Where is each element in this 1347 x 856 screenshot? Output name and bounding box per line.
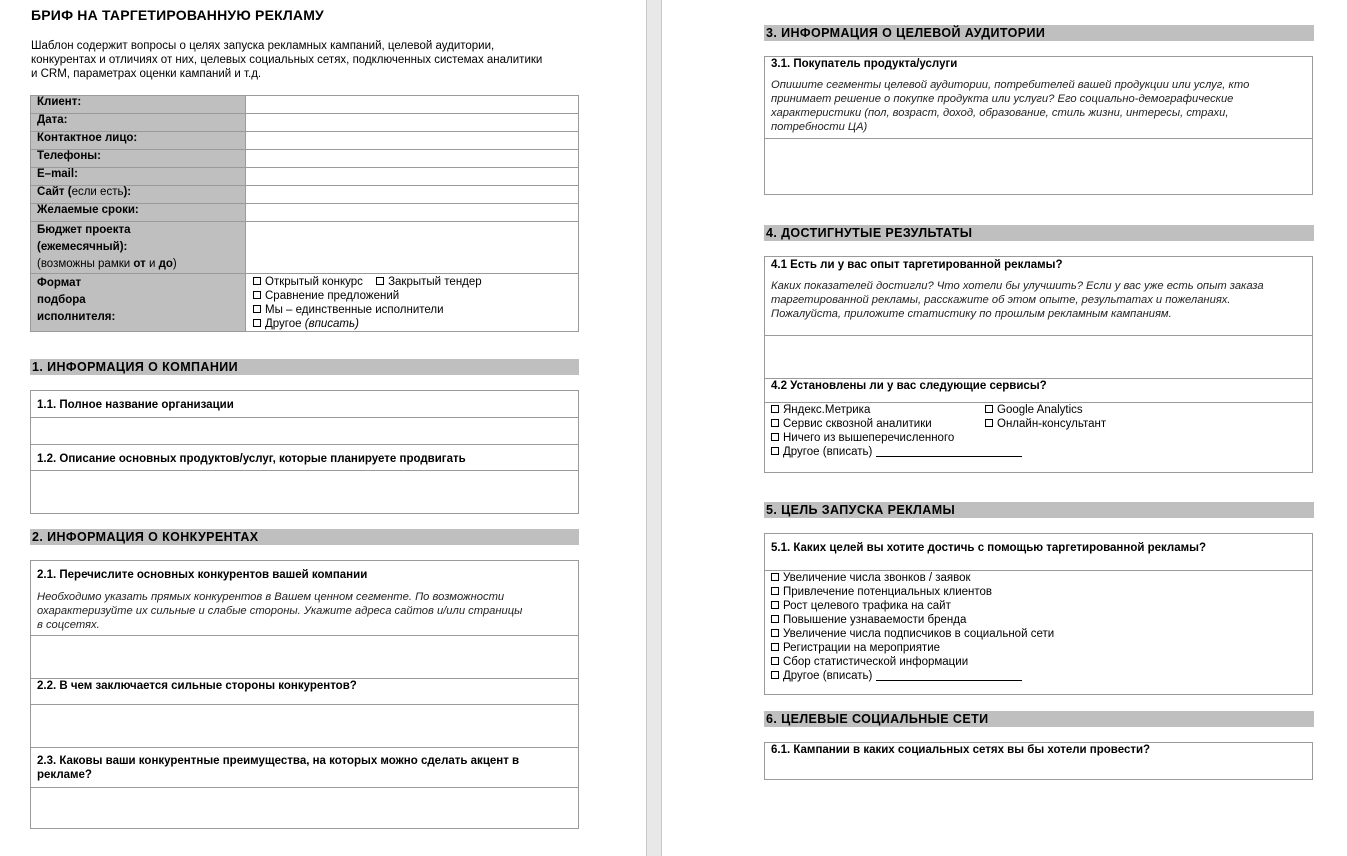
checkbox-icon[interactable]	[771, 643, 779, 651]
goal-option[interactable]	[771, 613, 1054, 627]
format-option-row	[253, 275, 572, 289]
question-2-3	[37, 754, 567, 782]
label-format-line: исполнителя:	[37, 311, 116, 323]
option-label: Google Analytics	[997, 404, 1083, 416]
checkbox-icon[interactable]	[771, 433, 779, 441]
goal-option[interactable]	[771, 655, 1054, 669]
client-info-table	[30, 95, 579, 332]
option-label: Сбор статистической информации	[783, 656, 969, 668]
label-client: Клиент:	[31, 96, 246, 114]
other-goal-input[interactable]	[876, 670, 1022, 681]
question-4-2: 4.2 Установлены ли у вас следующие сервисы?	[771, 380, 1047, 392]
section-1-box	[30, 390, 579, 514]
option-label: Повышение узнаваемости бренда	[783, 614, 967, 626]
intro-line: Шаблон содержит вопросы о целях запуска рекламных кампаний, целевой аудитории,	[31, 40, 495, 52]
checkbox-icon[interactable]	[985, 419, 993, 427]
option-label: Другое (вписать)	[783, 446, 873, 458]
label-site-note: если есть	[71, 186, 124, 198]
other-format-option[interactable]	[253, 317, 572, 331]
option-label: Увеличение числа подписчиков в социальной сети	[783, 628, 1055, 640]
note-line: в соцсетях.	[37, 619, 100, 631]
question-5-1: 5.1. Каких целей вы хотите достичь с помощью таргетированной рекламы?	[771, 542, 1206, 554]
note-line: Опишите сегменты целевой аудитории, потребителей вашей продукции или услуг, кто	[771, 79, 1250, 91]
option-label: Регистрации на мероприятие	[783, 642, 941, 654]
closed-tender-option[interactable]	[376, 276, 482, 288]
label-site-end: ):	[123, 186, 132, 198]
checkbox-icon[interactable]	[771, 573, 779, 581]
checkbox-icon[interactable]	[771, 447, 779, 455]
label-site-main: Сайт (	[37, 186, 72, 198]
label-format	[31, 274, 246, 332]
question-4-1: 4.1 Есть ли у вас опыт таргетированной рекламы?	[771, 259, 1063, 271]
question-2-2: 2.2. В чем заключается сильные стороны конкурентов?	[37, 680, 357, 692]
goal-option[interactable]	[771, 599, 1054, 613]
note-line: охарактеризуйте их сильные и слабые стороны. Укажите адреса сайтов и/или страницы	[37, 605, 523, 617]
option-label: Ничего из вышеперечисленного	[783, 432, 955, 444]
budget-range-part: (возможны рамки	[37, 258, 134, 270]
answer-2-1-field[interactable]	[31, 636, 578, 678]
intro-line: конкурентах и отличиях от них, целевых социальных сетях, подключенных системах аналитики	[31, 54, 543, 66]
answer-6-1-field[interactable]	[765, 759, 1312, 779]
none-option[interactable]	[771, 431, 1022, 445]
question-line: 2.3. Каковы ваши конкурентные преимущества, на которых можно сделать акцент в	[37, 755, 520, 767]
goal-option-other[interactable]	[771, 669, 1054, 683]
section-5-heading: 5. ЦЕЛЬ ЗАПУСКА РЕКЛАМЫ	[764, 502, 1314, 518]
note-line: Каких показателей достигли? Что хотели бы улучшить? Если у вас уже есть опыт заказа	[771, 280, 1264, 292]
question-4-1-note	[771, 279, 1311, 321]
label-budget	[31, 222, 246, 274]
label-contact: Контактное лицо:	[31, 132, 246, 150]
note-line: характеристики (пол, возраст, доход, образование, стиль жизни, интересы, страхи,	[771, 107, 1229, 119]
answer-2-3-field[interactable]	[31, 788, 578, 829]
section-5-box	[764, 533, 1313, 695]
goal-option[interactable]	[771, 571, 1054, 585]
budget-field[interactable]	[246, 222, 579, 274]
budget-range-part: и	[145, 258, 159, 270]
note-line: потребности ЦА)	[771, 121, 868, 133]
sole-contractor-option[interactable]	[253, 303, 572, 317]
checkbox-icon[interactable]	[253, 319, 261, 327]
question-2-1: 2.1. Перечислите основных конкурентов вашей компании	[37, 569, 368, 581]
question-3-1-note	[771, 78, 1306, 134]
checkbox-icon[interactable]	[771, 587, 779, 595]
label-date: Дата:	[31, 114, 246, 132]
option-label: Онлайн-консультант	[997, 418, 1107, 430]
section-2-heading: 2. ИНФОРМАЦИЯ О КОНКУРЕНТАХ	[30, 529, 579, 545]
label-site	[31, 186, 246, 204]
option-note: (вписать)	[304, 318, 359, 330]
checkbox-icon[interactable]	[253, 277, 261, 285]
checkbox-icon[interactable]	[985, 405, 993, 413]
question-2-1-note	[37, 590, 572, 632]
goals-list	[771, 571, 1054, 683]
label-format-line: Формат	[37, 277, 82, 289]
budget-range-part: )	[172, 258, 177, 270]
checkbox-icon[interactable]	[771, 615, 779, 623]
checkbox-icon[interactable]	[771, 419, 779, 427]
answer-4-1-field[interactable]	[765, 336, 1312, 378]
document-page-1	[0, 0, 646, 856]
site-field[interactable]	[246, 186, 579, 204]
section-2-box	[30, 560, 579, 829]
question-1-1: 1.1. Полное название организации	[37, 399, 234, 411]
contact-field[interactable]	[246, 132, 579, 150]
client-field[interactable]	[246, 96, 579, 114]
question-1-2: 1.2. Описание основных продуктов/услуг, которые планируете продвигать	[37, 453, 466, 465]
option-label: Увеличение числа звонков / заявок	[783, 572, 971, 584]
budget-range-from: от	[133, 258, 146, 270]
option-label: Другое	[265, 318, 305, 330]
services-col-2	[985, 403, 1106, 431]
section-3-box	[764, 56, 1313, 195]
question-6-1: 6.1. Кампании в каких социальных сетях вы бы хотели провести?	[771, 744, 1151, 756]
section-4-box	[764, 256, 1313, 473]
checkbox-icon[interactable]	[771, 405, 779, 413]
goal-option[interactable]	[771, 627, 1054, 641]
intro-text	[31, 39, 542, 81]
option-label: Сравнение предложений	[265, 290, 400, 302]
checkbox-icon[interactable]	[771, 657, 779, 665]
label-deadline: Желаемые сроки:	[31, 204, 246, 222]
option-label: Сервис сквозной аналитики	[783, 418, 932, 430]
answer-1-2-field[interactable]	[31, 471, 578, 514]
google-analytics-option[interactable]	[985, 403, 1106, 417]
open-contest-option[interactable]	[253, 276, 363, 288]
note-line: Необходимо указать прямых конкурентов в Вашем ценном сегменте. По возможности	[37, 591, 505, 603]
option-label: Закрытый тендер	[388, 276, 482, 288]
label-email: E–mail:	[31, 168, 246, 186]
option-label: Привлечение потенциальных клиентов	[783, 586, 993, 598]
note-line: Пожалуйста, приложите статистику по прошлым рекламным кампаниям.	[771, 308, 1172, 320]
label-budget-line: Бюджет проекта	[37, 224, 131, 236]
budget-range-to: до	[158, 258, 173, 270]
question-line: рекламе?	[37, 769, 92, 781]
section-1-heading: 1. ИНФОРМАЦИЯ О КОМПАНИИ	[30, 359, 579, 375]
answer-1-1-field[interactable]	[31, 418, 578, 444]
checkbox-icon[interactable]	[771, 601, 779, 609]
label-budget-line: (ежемесячный):	[37, 241, 128, 253]
option-label: Другое (вписать)	[783, 670, 873, 682]
checkbox-icon[interactable]	[253, 291, 261, 299]
email-field[interactable]	[246, 168, 579, 186]
page-gutter	[646, 0, 662, 856]
section-6-heading: 6. ЦЕЛЕВЫЕ СОЦИАЛЬНЫЕ СЕТИ	[764, 711, 1314, 727]
label-phones: Телефоны:	[31, 150, 246, 168]
question-3-1: 3.1. Покупатель продукта/услуги	[771, 58, 958, 70]
goal-option[interactable]	[771, 585, 1054, 599]
checkbox-icon[interactable]	[253, 305, 261, 313]
answer-2-2-field[interactable]	[31, 705, 578, 747]
note-line: принимает решение о покупке продукта или услуги? Его социально-демографические	[771, 93, 1234, 105]
other-service-option[interactable]	[771, 445, 1022, 459]
label-format-line: подбора	[37, 294, 86, 306]
intro-line: и CRM, параметрах оценки кампаний и т.д.	[31, 68, 262, 80]
goal-option[interactable]	[771, 641, 1054, 655]
document-page-2	[662, 0, 1347, 856]
other-service-input[interactable]	[876, 446, 1022, 457]
section-6-box	[764, 742, 1313, 780]
note-line: таргетированной рекламы, расскажите об этом опыте, результатах и пожеланиях.	[771, 294, 1231, 306]
option-label: Открытый конкурс	[265, 276, 363, 288]
checkbox-icon[interactable]	[376, 277, 384, 285]
option-label: Яндекс.Метрика	[783, 404, 871, 416]
option-label: Мы – единственные исполнители	[265, 304, 444, 316]
label-budget-range	[37, 256, 239, 273]
checkbox-icon[interactable]	[771, 671, 779, 679]
document-title: БРИФ НА ТАРГЕТИРОВАННУЮ РЕКЛАМУ	[31, 7, 324, 23]
date-field[interactable]	[246, 114, 579, 132]
section-4-heading: 4. ДОСТИГНУТЫЕ РЕЗУЛЬТАТЫ	[764, 225, 1314, 241]
compare-offers-option[interactable]	[253, 289, 572, 303]
deadline-field[interactable]	[246, 204, 579, 222]
section-3-heading: 3. ИНФОРМАЦИЯ О ЦЕЛЕВОЙ АУДИТОРИИ	[764, 25, 1314, 41]
option-label: Рост целевого трафика на сайт	[783, 600, 951, 612]
checkbox-icon[interactable]	[771, 629, 779, 637]
format-options	[246, 274, 579, 332]
phones-field[interactable]	[246, 150, 579, 168]
answer-3-1-field[interactable]	[765, 139, 1312, 195]
online-consultant-option[interactable]	[985, 417, 1106, 431]
